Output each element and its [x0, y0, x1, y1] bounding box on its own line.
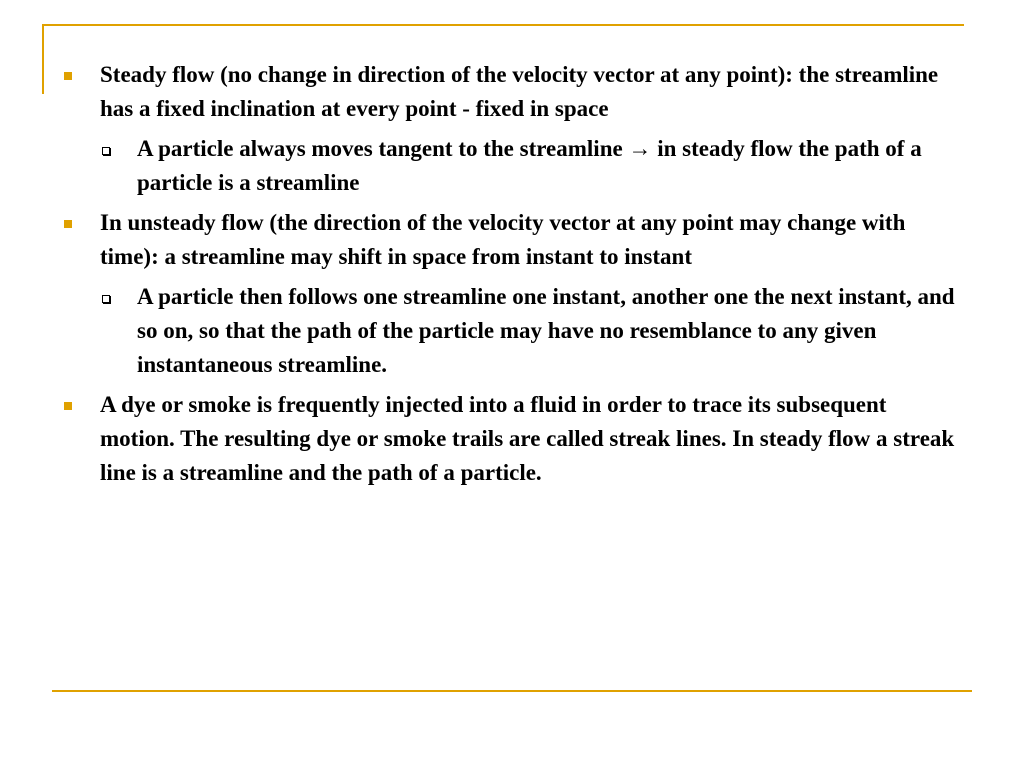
- sub-bullet-tangent: [60, 132, 960, 200]
- bullet-text: A dye or smoke is frequently injected into a fluid in order to trace its subsequent motion. The resulting dye or smoke trails are called streak lines. In steady flow a streak line is a streamline and the path of a particle.: [100, 392, 955, 485]
- square-bullet-icon: [64, 402, 72, 410]
- slide-body: [60, 58, 960, 496]
- top-rule: [42, 24, 964, 26]
- square-bullet-icon: [64, 220, 72, 228]
- bullet-unsteady-flow: [60, 206, 960, 274]
- bottom-rule: [52, 690, 972, 692]
- bullet-steady-flow: [60, 58, 960, 126]
- bullet-text: In unsteady flow (the direction of the velocity vector at any point may change with time): a streamline may shift in space from instant to instant: [100, 210, 906, 269]
- square-bullet-icon: [64, 72, 72, 80]
- sub-bullet-particle-path: [60, 280, 960, 382]
- hollow-square-bullet-icon: [102, 147, 110, 155]
- bullet-text: A particle always moves tangent to the streamline → in steady flow the path of a particle is a streamline: [137, 136, 922, 195]
- hollow-square-bullet-icon: [102, 295, 110, 303]
- bullet-text: A particle then follows one streamline one instant, another one the next instant, and so on, so that the path of the particle may have no resemblance to any given instantaneous streamline.: [137, 284, 955, 377]
- bullet-streak-lines: [60, 388, 960, 490]
- left-rule: [42, 24, 44, 94]
- bullet-text: Steady flow (no change in direction of the velocity vector at any point): the streamline has a fixed inclination at every point - fixed in space: [100, 62, 939, 121]
